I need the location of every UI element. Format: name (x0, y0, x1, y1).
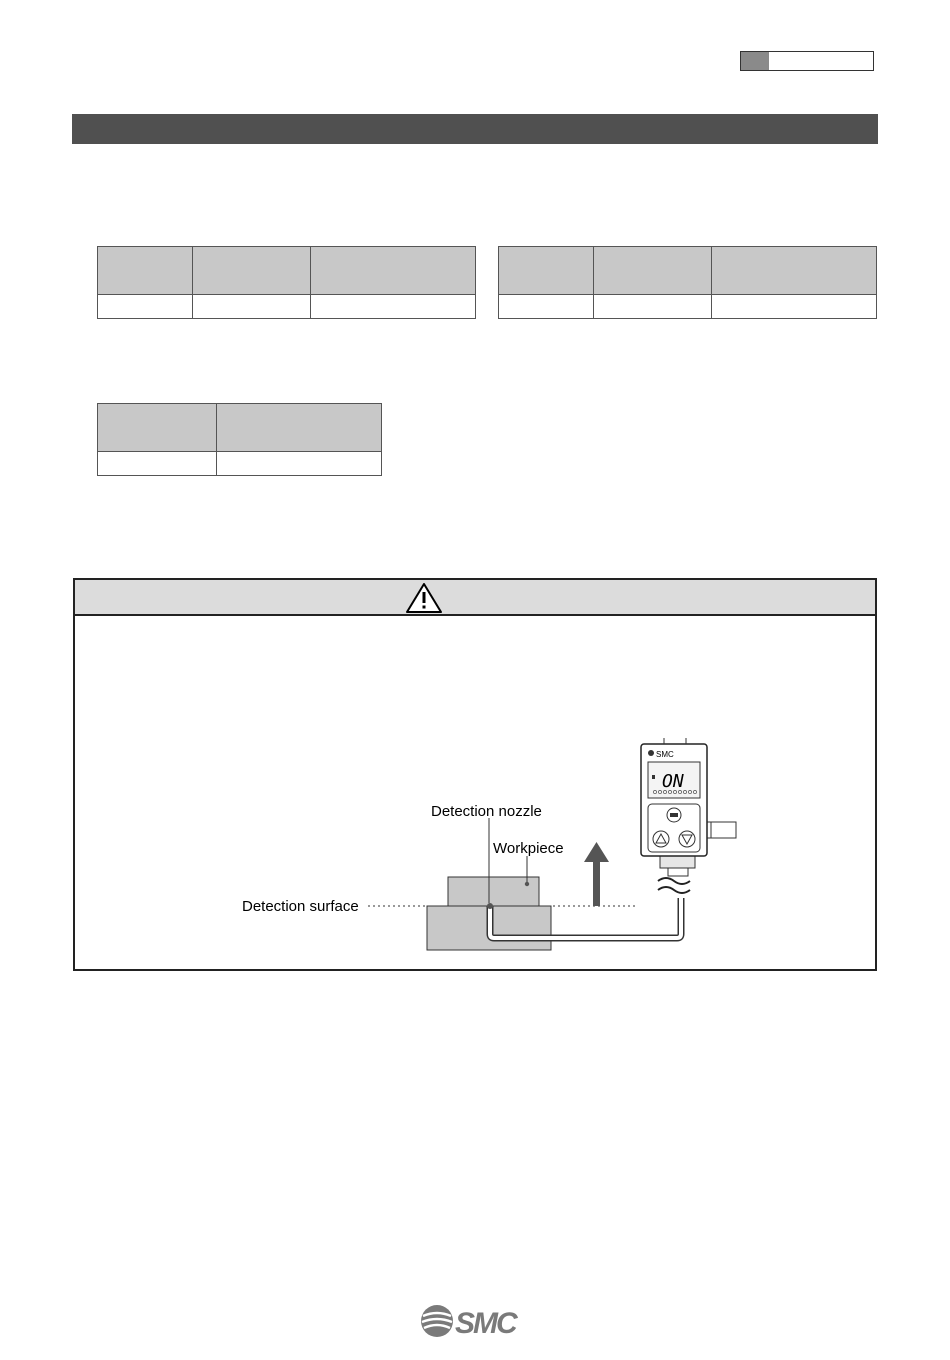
up-arrow-shaft (593, 860, 600, 906)
set-button-mark (670, 813, 678, 817)
device-logo-icon (648, 750, 654, 756)
workpiece-label: Workpiece (493, 840, 564, 857)
break-mark-top (658, 878, 690, 884)
break-mark-bottom (658, 887, 690, 893)
surface-label: Detection surface (242, 898, 359, 915)
nozzle-label: Detection nozzle (431, 803, 542, 820)
workpiece-dot (525, 882, 529, 886)
nozzle-dot (487, 903, 493, 909)
device-fitting (668, 868, 688, 876)
display-indicator (652, 775, 655, 779)
device-brand: SMC (656, 750, 674, 759)
device-connector (660, 856, 695, 868)
display-value: ON (662, 771, 684, 792)
up-arrow-head (584, 842, 609, 862)
smc-logo-text: SMC (455, 1307, 516, 1340)
workpiece-block (448, 877, 539, 907)
smc-logo (419, 1302, 531, 1340)
